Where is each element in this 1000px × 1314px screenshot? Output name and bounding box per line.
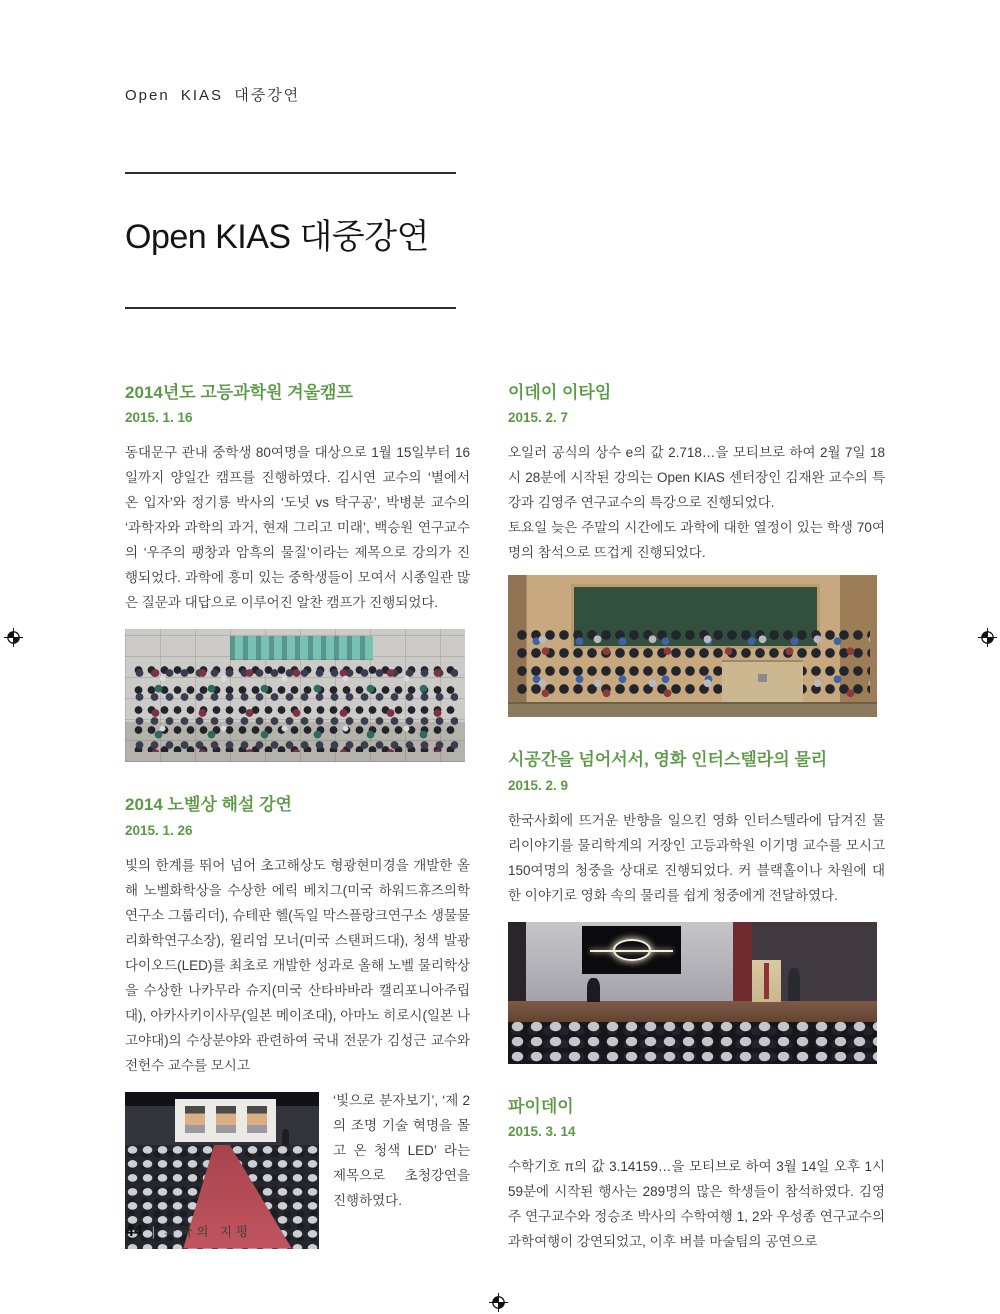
- student-crowd: [132, 661, 458, 751]
- page-footer: [125, 1222, 252, 1241]
- article-date: 2015. 2. 7: [508, 410, 569, 426]
- article-title: 시공간을 넘어서서, 영화 인터스텔라의 물리: [508, 750, 828, 770]
- camp-banner: [230, 636, 373, 660]
- article-body: 한국사회에 뜨거운 반향을 일으킨 영화 인터스텔라에 담겨진 물리이야기를 물리학계의 거장인 고등과학원 이기명 교수를 모시고 150여명의 청중을 상대로 진행되었다. 커 블랙홀이나 차원에 대한 이야기로 영화 속의 물리를 쉽게 청중에게 전달하였다.: [508, 812, 885, 903]
- podium-logo: [758, 674, 768, 682]
- speaker-figure: [587, 978, 600, 1002]
- photo-winter-camp-group: [125, 629, 465, 762]
- title-rule-top: [125, 172, 456, 174]
- page-number: 44: [125, 1223, 143, 1240]
- article-date: 2015. 3. 14: [508, 1123, 576, 1139]
- registration-mark-icon: [4, 628, 23, 647]
- lecture-podium: [752, 960, 782, 1003]
- registration-mark-icon: [978, 628, 997, 647]
- article-body: 오일러 공식의 상수 e의 값 2.718…을 모티브로 하여 2월 7일 18시 28분에 시작된 강의는 Open KIAS 센터장인 김재완 교수의 특강과 김영주 연구교수의 특강으로 진행되었다.: [508, 445, 885, 511]
- article-winter-camp: [125, 382, 470, 762]
- article-title: 이데이 이타임: [508, 383, 612, 402]
- article-body: 수학기호 π의 값 3.14159…을 모티브로 하여 3월 14일 오후 1시 59분에 시작된 행사는 289명의 많은 학생들이 참석하였다. 김영주 연구교수와 정승조 박사의 수학여행 1, 2와 우성종 연구교수의 과학여행이 강연되었고, 이후 버블 마술팀의 공연으로: [508, 1158, 885, 1249]
- article-eday-etime: [508, 382, 885, 717]
- registration-mark-icon: [489, 1293, 508, 1312]
- article-body: 동대문구 관내 중학생 80여명을 대상으로 1월 15일부터 16일까지 양일간 캠프를 진행하였다. 김시연 교수의 ‘별에서 온 입자’와 정기룡 박사의 ‘도넛 vs 탁구공’, 박병분 교수의 ‘과학자와 과학의 과거, 현재 그리고 미래’, 백승원 연구교수의 ‘우주의 팽창과 암흑의 물질’이라는 제목으로 강의가 진행되었다. 과학에 흥미 있는 중학생들이 모여서 시종일관 많은 질문과 대답으로 이루어진 알찬 캠프가 진행되었다.: [125, 445, 470, 611]
- running-header: Open KIAS 대중강연: [125, 87, 301, 104]
- article-title: 2014 노벨상 해설 강연: [125, 795, 292, 815]
- article-body: 빛의 한계를 뛰어 넘어 초고해상도 형광현미경을 개발한 올해 노벨화학상을 수상한 에릭 베치그(미국 하워드휴즈의학연구소 그룹리더), 슈테판 헬(독일 막스플랑크연구소 생물물리화학연구소장), 윌리엄 모너(미국 스탠퍼드대), 청색 발광다이오드(LED)를 최초로 개발한 성과로 올해 노벨 물리학상을 수상한 나카무라 슈지(미국 산타바바라 캘리포니아주립대), 아카사키이사무(일본 메이조대), 아마노 히로시(일본 나고야대)의 수상분야와 관련하여 국내 전문가 김성근 교수와 전헌수 교수를 모시고: [125, 857, 470, 1073]
- stage-curtain: [733, 922, 751, 1004]
- article-body: 토요일 늦은 주말의 시간에도 과학에 대한 열정이 있는 학생 70여명의 참석으로 뜨겁게 진행되었다.: [508, 520, 885, 561]
- laureate-portrait: [216, 1106, 236, 1133]
- audience-seats: [508, 1022, 877, 1063]
- title-rule-bottom: [125, 307, 456, 309]
- black-hole-image: [582, 926, 682, 974]
- article-body-wrapped: ‘빛으로 분자보기’, ‘제 2의 조명 기술 혁명을 몰고 온 청색 LED’ 라는 제목으로 초청강연을 진행하였다.: [333, 1092, 470, 1208]
- photo-interstellar-lecture: [508, 922, 877, 1064]
- laureate-portrait: [247, 1106, 267, 1133]
- stage-edge: [508, 702, 877, 717]
- article-interstellar: [508, 749, 885, 1063]
- photo-classroom-group: [508, 575, 877, 717]
- article-nobel-lecture: [125, 794, 470, 1250]
- student-crowd: [515, 626, 869, 700]
- footer-separator: |: [151, 1224, 156, 1239]
- laureate-portrait: [185, 1106, 205, 1133]
- article-date: 2015. 1. 16: [125, 410, 193, 426]
- speaker-figure: [788, 968, 799, 1001]
- projection-screen: [175, 1099, 276, 1141]
- speaker-figure: [282, 1129, 289, 1146]
- article-title: 파이데이: [508, 1096, 574, 1116]
- article-date: 2015. 1. 26: [125, 822, 193, 838]
- lecture-podium: [722, 660, 803, 702]
- title-block: [125, 172, 456, 309]
- article-pi-day: [508, 1096, 885, 1254]
- article-date: 2015. 2. 9: [508, 777, 569, 793]
- right-column: [508, 382, 885, 1254]
- article-title: 2014년도 고등과학원 겨울캠프: [125, 383, 353, 402]
- publication-name: 과학의 지평: [164, 1225, 253, 1239]
- page-title: Open KIAS 대중강연: [125, 218, 429, 256]
- left-column: [125, 382, 470, 1251]
